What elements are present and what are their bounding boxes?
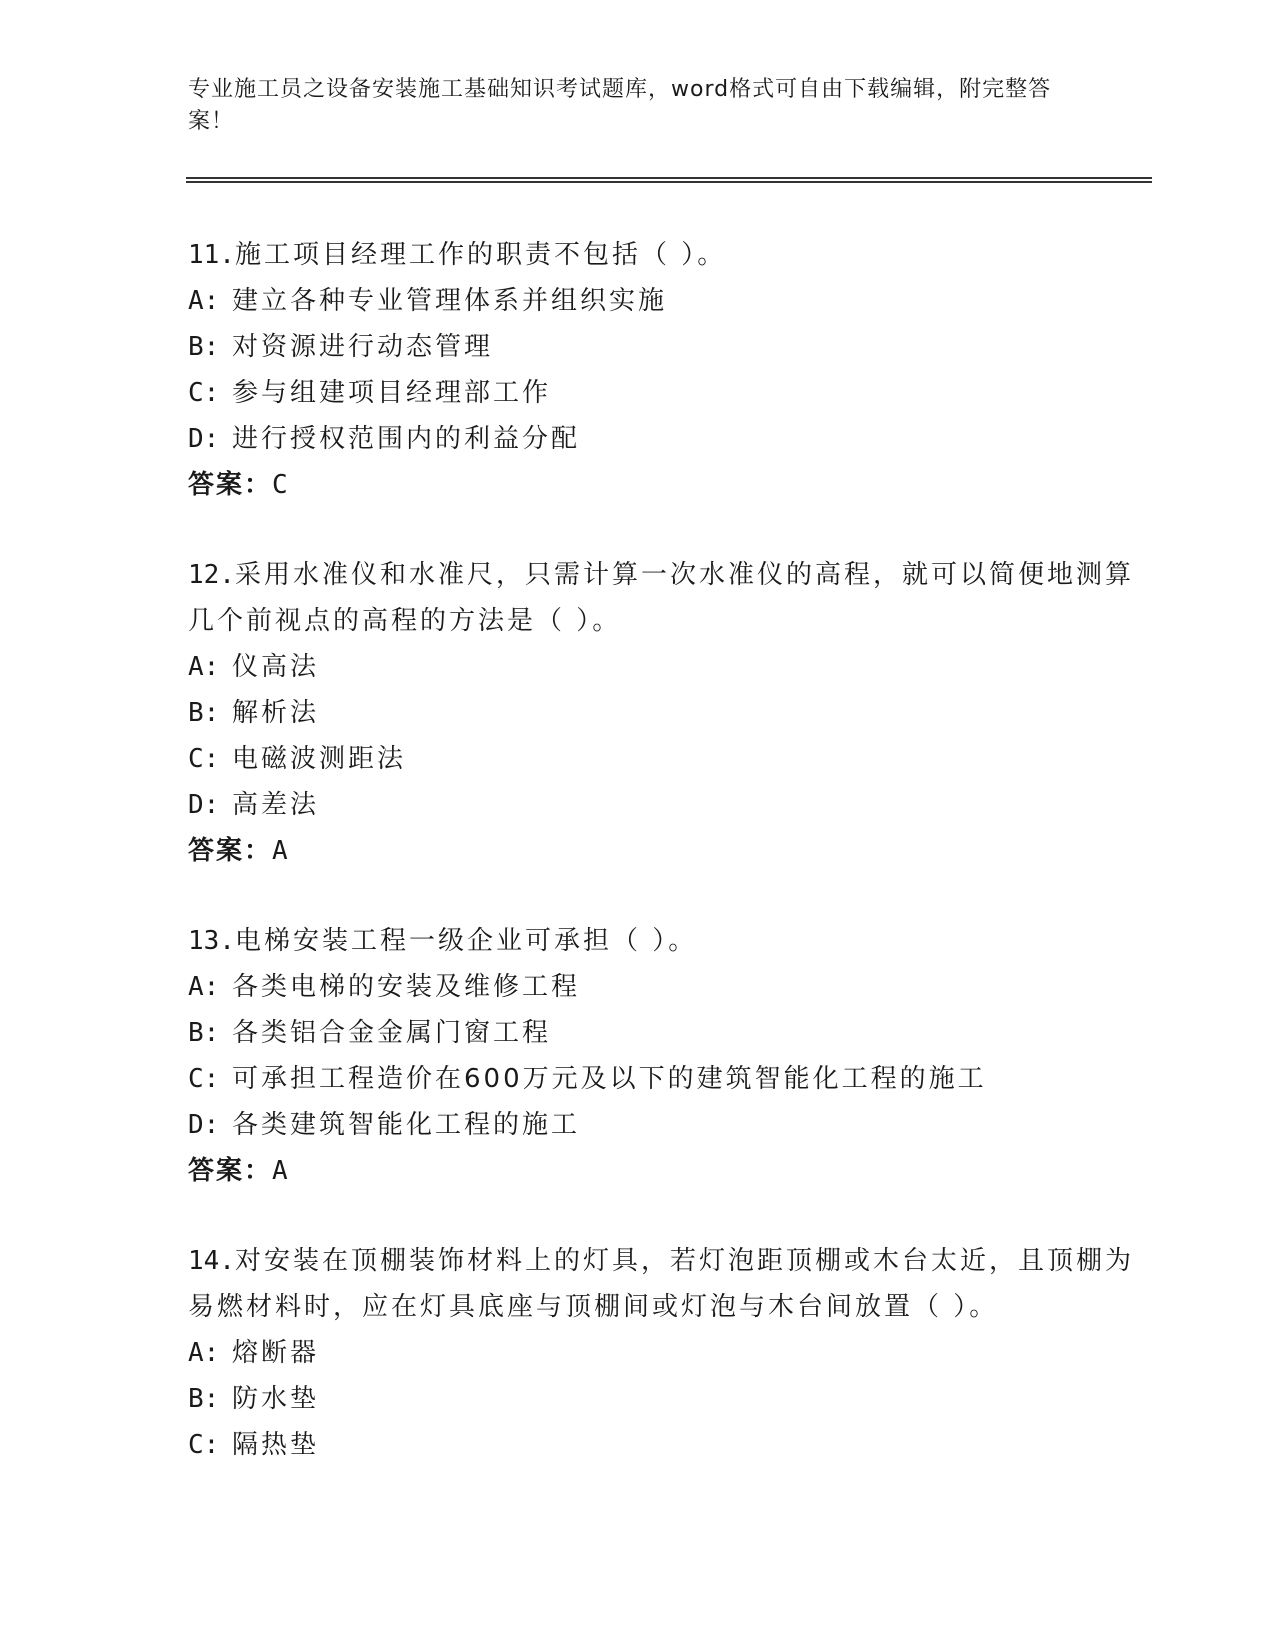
question-14 [188,1238,1138,1468]
option-c [188,736,1138,782]
question-number: 11. [188,240,235,270]
question-list [188,232,1138,1512]
option-letter: B: [188,1018,220,1048]
question-13 [188,918,1138,1194]
question-number: 12. [188,560,235,590]
question-12 [188,552,1138,874]
option-text: 进行授权范围内的利益分配 [232,424,581,454]
option-letter: B: [188,698,220,728]
option-text: 电磁波测距法 [232,744,407,774]
answer-value: A [272,836,288,866]
question-stem [188,232,1138,278]
option-text: 防水垫 [232,1384,320,1414]
option-letter: B: [188,1384,220,1414]
answer-line [188,1148,1138,1194]
option-letter: A: [188,972,220,1002]
option-a [188,1330,1138,1376]
question-number: 14. [188,1246,235,1276]
answer-line [188,462,1138,508]
header-divider [186,177,1152,183]
option-a [188,964,1138,1010]
option-text: 隔热垫 [232,1430,320,1460]
option-c [188,1422,1138,1468]
option-letter: A: [188,286,220,316]
question-stem [188,1238,1138,1330]
option-b [188,690,1138,736]
option-c [188,370,1138,416]
answer-value: C [272,470,288,500]
option-letter: A: [188,652,220,682]
option-letter: D: [188,790,220,820]
option-text: 各类电梯的安装及维修工程 [232,972,581,1002]
option-text: 熔断器 [232,1338,320,1368]
answer-line [188,828,1138,874]
option-text: 仪高法 [232,652,320,682]
option-text: 可承担工程造价在600万元及以下的建筑智能化工程的施工 [232,1064,987,1094]
document-header: 专业施工员之设备安装施工基础知识考试题库，word格式可自由下载编辑，附完整答案！ [188,77,1052,134]
question-text: 施工项目经理工作的职责不包括（ ）。 [234,240,727,270]
option-letter: B: [188,332,220,362]
option-text: 各类建筑智能化工程的施工 [232,1110,581,1140]
option-text: 对资源进行动态管理 [232,332,494,362]
option-c [188,1056,1138,1102]
option-b [188,1010,1138,1056]
answer-value: A [272,1156,288,1186]
option-text: 解析法 [232,698,320,728]
question-number: 13. [188,926,235,956]
option-letter: C: [188,1430,220,1460]
question-text: 电梯安装工程一级企业可承担（ ）。 [234,926,698,956]
answer-label: 答案： [188,836,273,866]
option-letter: C: [188,1064,220,1094]
option-text: 各类铝合金金属门窗工程 [232,1018,552,1048]
question-stem [188,918,1138,964]
option-text: 高差法 [232,790,320,820]
option-letter: C: [188,744,220,774]
option-text: 参与组建项目经理部工作 [232,378,552,408]
option-letter: C: [188,378,220,408]
answer-label: 答案： [188,470,273,500]
option-letter: D: [188,424,220,454]
question-text: 对安装在顶棚装饰材料上的灯具，若灯泡距顶棚或木台太近，且顶棚为易燃材料时，应在灯具底座与顶棚间或灯泡与木台间放置（ ）。 [188,1246,1134,1322]
question-11 [188,232,1138,508]
option-letter: A: [188,1338,220,1368]
option-text: 建立各种专业管理体系并组织实施 [232,286,668,316]
option-a [188,278,1138,324]
option-a [188,644,1138,690]
option-d [188,782,1138,828]
option-letter: D: [188,1110,220,1140]
option-b [188,1376,1138,1422]
question-text: 采用水准仪和水准尺，只需计算一次水准仪的高程，就可以简便地测算几个前视点的高程的方法是（ ）。 [188,560,1134,636]
option-d [188,1102,1138,1148]
answer-label: 答案： [188,1156,273,1186]
option-b [188,324,1138,370]
option-d [188,416,1138,462]
question-stem [188,552,1138,644]
